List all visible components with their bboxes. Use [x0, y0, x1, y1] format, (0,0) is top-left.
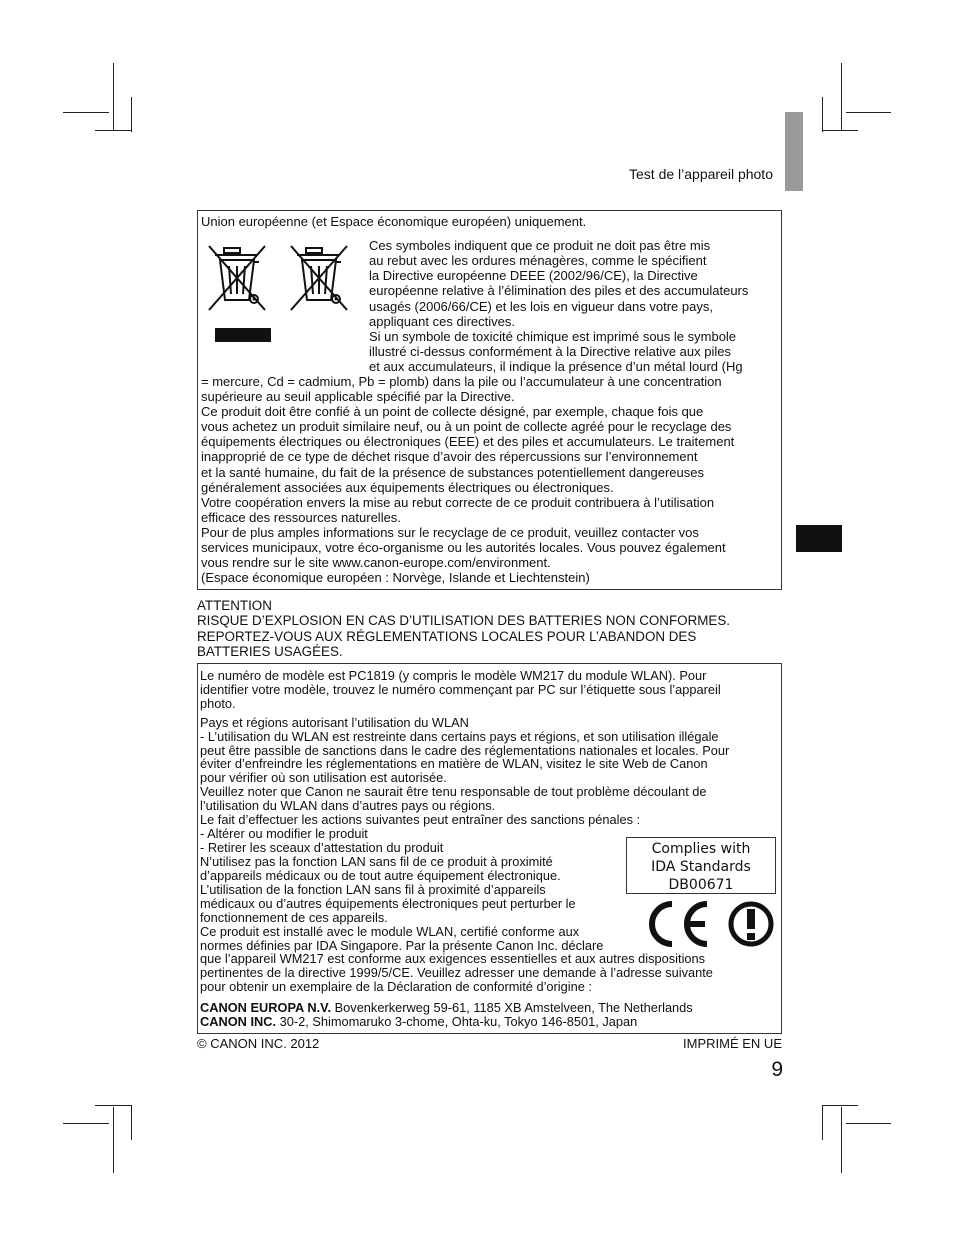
copyright: © CANON INC. 2012	[197, 1036, 320, 1051]
battery-warning	[197, 598, 730, 659]
company-name: CANON EUROPA N.V.	[200, 1000, 332, 1015]
wlan-text-line: pertinentes de la directive 1999/5/CE. Veuillez adresser une demande à l’adresse suivante	[200, 965, 713, 980]
wlan-text-line: Le fait d’effectuer les actions suivantes peut entraîner des sanctions pénales :	[200, 812, 641, 827]
warning-line: BATTERIES USAGÉES.	[197, 643, 343, 659]
company-address: 30-2, Shimomaruko 3-chome, Ohta-ku, Tokyo 146-8501, Japan	[279, 1014, 638, 1029]
eu-text-line: européenne relative à l’élimination des piles et des accumulateurs	[369, 283, 749, 298]
ida-line: IDA Standards	[651, 859, 751, 875]
wlan-text-line: que l’appareil WM217 est conforme aux exigences essentielles et aux autres dispositions	[200, 951, 706, 966]
eu-text-line: illustré ci-dessus conformément à la Directive relative aux piles	[369, 344, 731, 359]
wlan-text-line: Pays et régions autorisant l’utilisation du WLAN	[200, 715, 469, 730]
crop-mark	[63, 1123, 109, 1124]
wlan-text-line: normes définies par IDA Singapore. Par la présente Canon Inc. déclare	[200, 938, 604, 953]
eu-text-line: la Directive européenne DEEE (2002/96/CE), la Directive	[369, 268, 698, 283]
wlan-text-line: peut être passible de sanctions dans le cadre des réglementations nationales et locales. Pour	[200, 743, 730, 758]
warning-line: ATTENTION	[197, 598, 272, 613]
eu-text-line: usagés (2006/66/CE) et les lois en vigueur dans votre pays,	[369, 299, 713, 314]
crop-mark	[846, 112, 891, 113]
crop-mark	[95, 1105, 132, 1106]
wlan-text-line: - Altérer ou modifier le produit	[200, 826, 368, 841]
eu-text-line: Ce produit doit être confié à un point de collecte désigné, par exemple, chaque fois que	[201, 404, 704, 419]
ida-line: Complies with	[651, 841, 751, 857]
wlan-text-line: photo.	[200, 696, 236, 711]
eu-text-line: Si un symbole de toxicité chimique est imprimé sous le symbole	[369, 329, 737, 344]
wlan-text-line: médicaux ou d’autres équipements électroniques peut perturber le	[200, 896, 576, 911]
eu-text-line: = mercure, Cd = cadmium, Pb = plomb) dans la pile ou l’accumulateur à une concentration	[201, 374, 722, 389]
address-line	[200, 1015, 637, 1029]
crop-mark	[131, 97, 132, 132]
wlan-text-line: L’utilisation de la fonction LAN sans fil à proximité d’appareils	[200, 882, 546, 897]
wlan-text-line: Veuillez noter que Canon ne saurait être tenu responsable de tout problème découlant de	[200, 784, 707, 799]
warning-line: RISQUE D’EXPLOSION EN CAS D’UTILISATION DES BATTERIES NON CONFORMES.	[197, 613, 730, 629]
printed-in: IMPRIMÉ EN UE	[683, 1036, 782, 1051]
crop-mark	[822, 1105, 823, 1140]
wlan-text-line: pour obtenir un exemplaire de la Déclaration de conformité d’origine :	[200, 979, 592, 994]
battery-bin-icon	[287, 238, 357, 318]
crop-mark	[131, 1105, 132, 1140]
crop-mark	[113, 1107, 114, 1173]
eu-text-line: Ces symboles indiquent que ce produit ne doit pas être mis	[369, 238, 711, 253]
eu-text-line: appliquant ces directives.	[369, 314, 515, 329]
eu-text-line: services municipaux, votre éco-organisme ou les autorités locales. Vous pouvez également	[201, 540, 726, 555]
eu-text-line: vous achetez un produit similaire neuf, ou à un point de collecte agréé pour le recyclage des	[201, 419, 732, 434]
wlan-text-line: identifier votre modèle, trouvez le numéro commençant par PC sur l’étiquette sous l’appareil	[200, 682, 721, 697]
weee-bin-icon	[205, 238, 275, 348]
crop-mark	[846, 1123, 891, 1124]
section-tab-marker	[785, 112, 803, 191]
crop-mark	[841, 63, 842, 130]
eu-text-line: inapproprié de ce type de déchet risque d’avoir des répercussions sur l’environnement	[201, 449, 698, 464]
ce-mark-alert-icon	[645, 899, 777, 949]
eu-text-line: (Espace économique européen : Norvège, Islande et Liechtenstein)	[201, 570, 590, 585]
eu-text-line: généralement associées aux équipements électriques ou électroniques.	[201, 480, 614, 495]
wlan-text-line: - L’utilisation du WLAN est restreinte dans certains pays et régions, et son utilisation illégale	[200, 729, 719, 744]
ida-line: DB00671	[668, 877, 734, 893]
page-number: 9	[771, 1058, 783, 1081]
address-line	[200, 1001, 693, 1015]
crop-mark	[822, 130, 858, 131]
eu-text-line: équipements électriques ou électroniques (EEE) et des piles et accumulateurs. Le traitement	[201, 434, 735, 449]
wlan-text-line: Le numéro de modèle est PC1819 (y compris le modèle WM217 du module WLAN). Pour	[200, 668, 707, 683]
eu-text-line: et aux accumulateurs, il indique la présence d’un métal lourd (Hg	[369, 359, 743, 374]
eu-text-line: supérieure au seuil applicable spécifié par la Directive.	[201, 389, 515, 404]
eu-text-line: efficace des ressources naturelles.	[201, 510, 401, 525]
crop-mark	[113, 63, 114, 130]
section-header: Test de l’appareil photo	[629, 166, 773, 182]
wlan-text-line: N’utilisez pas la fonction LAN sans fil de ce produit à proximité	[200, 854, 553, 869]
eu-text-line: vous rendre sur le site www.canon-europe.com/environment.	[201, 555, 551, 570]
wlan-text-line: fonctionnement de ces appareils.	[200, 910, 388, 925]
company-name: CANON INC.	[200, 1014, 277, 1029]
eu-text-line: Votre coopération envers la mise au rebut correcte de ce produit contribuera à l’utilisation	[201, 495, 715, 510]
wlan-text-line: éviter d’enfreindre les réglementations en matière de WLAN, visitez le site Web de Canon	[200, 756, 708, 771]
wlan-text-line: pour vérifier où son utilisation est autorisée.	[200, 770, 447, 785]
crop-mark	[822, 1105, 858, 1106]
crop-mark	[822, 97, 823, 132]
warning-line: REPORTEZ-VOUS AUX RÉGLEMENTATIONS LOCALES POUR L’ABANDON DES	[197, 628, 697, 644]
language-tab-marker	[796, 525, 842, 552]
crop-mark	[95, 130, 132, 131]
eu-text-line: et la santé humaine, du fait de la présence de substances potentiellement dangereuses	[201, 465, 705, 480]
wlan-text-line: Ce produit est installé avec le module WLAN, certifié conforme aux	[200, 924, 580, 939]
eu-text-line: au rebut avec les ordures ménagères, comme le spécifient	[369, 253, 707, 268]
company-address: Bovenkerkerweg 59-61, 1185 XB Amstelveen, The Netherlands	[334, 1000, 693, 1015]
crop-mark	[841, 1107, 842, 1173]
wlan-text-line: d’appareils médicaux ou de tout autre équipement électronique.	[200, 868, 561, 883]
crop-mark	[63, 112, 109, 113]
wlan-text-line: l’utilisation du WLAN dans d’autres pays ou régions.	[200, 798, 496, 813]
ida-compliance-label	[626, 837, 776, 894]
eu-box-title: Union européenne (et Espace économique européen) uniquement.	[201, 214, 587, 229]
wlan-text-line: - Retirer les sceaux d’attestation du produit	[200, 840, 444, 855]
eu-text-line: Pour de plus amples informations sur le recyclage de ce produit, veuillez contacter vos	[201, 525, 699, 540]
